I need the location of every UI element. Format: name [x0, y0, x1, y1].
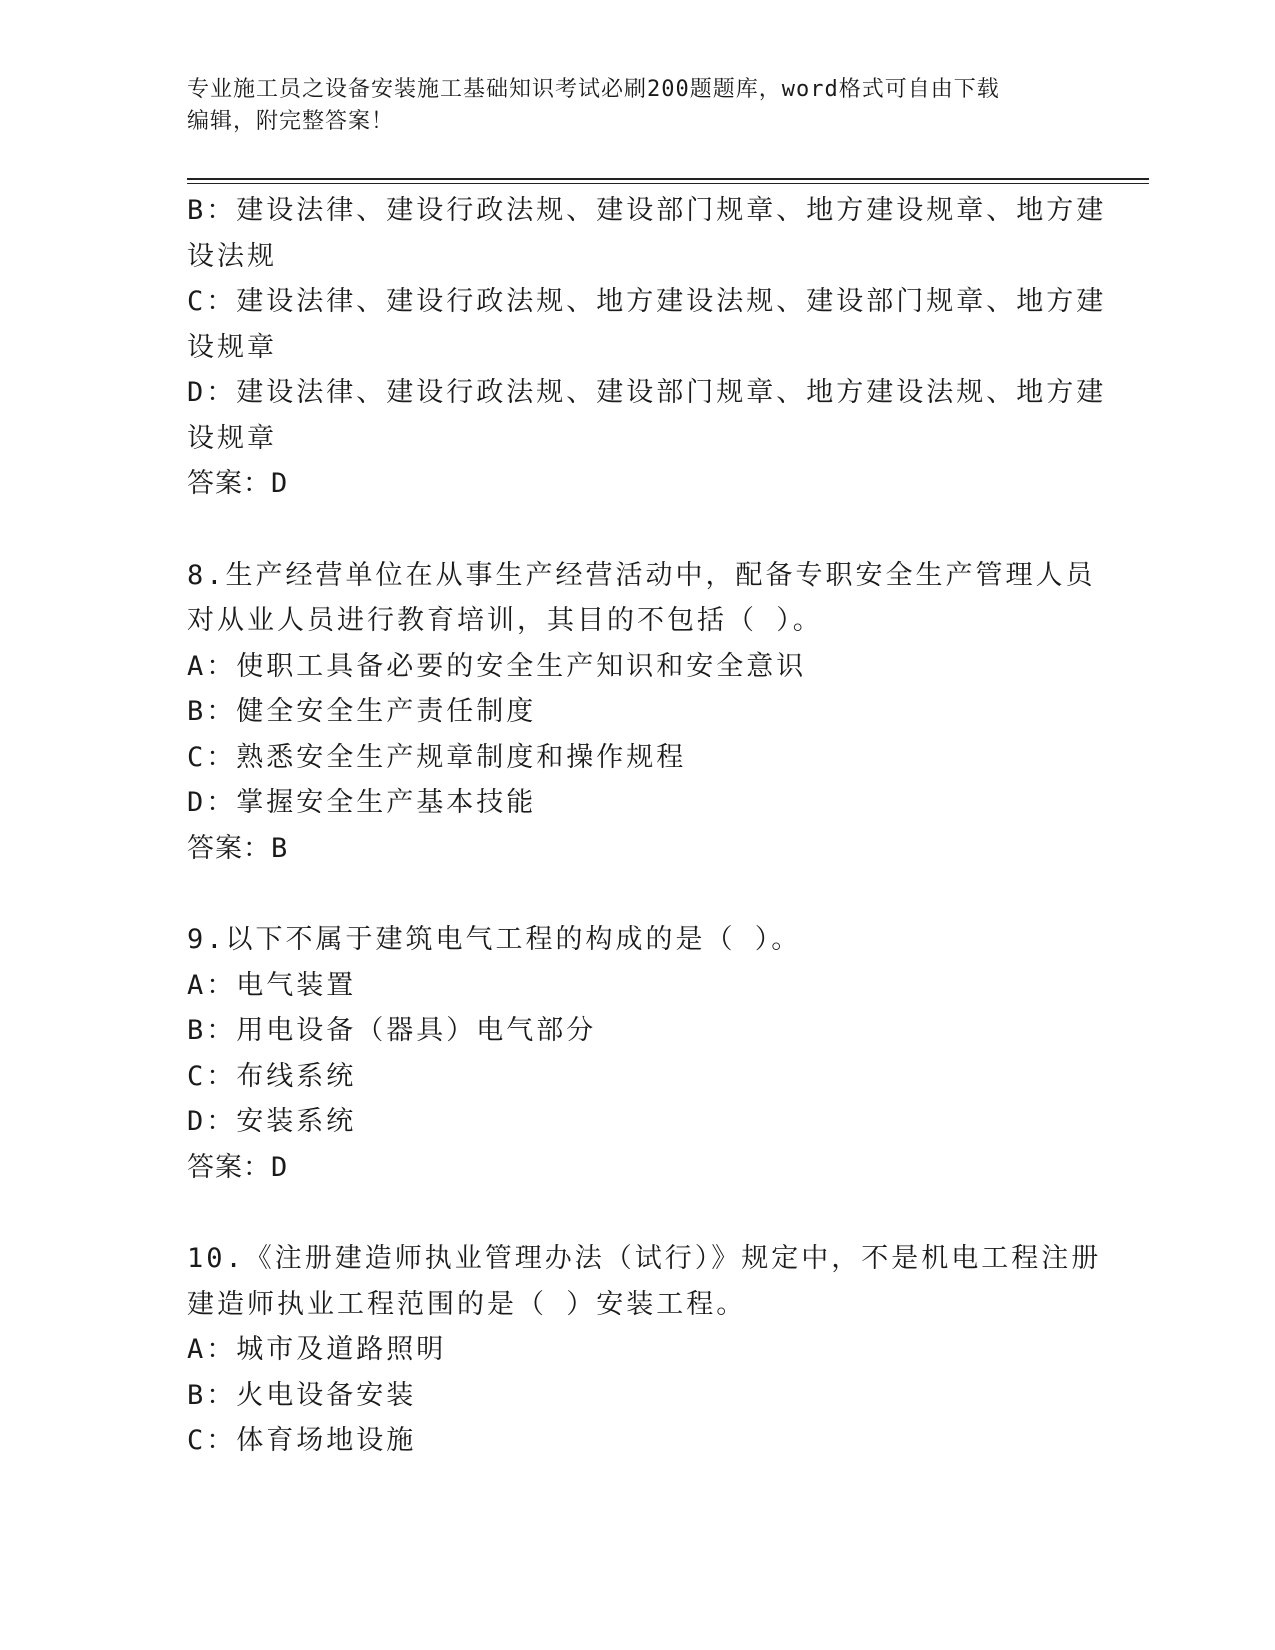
- question-stem-line-1: 10.《注册建造师执业管理办法（试行）》规定中，不是机电工程注册: [187, 1243, 1102, 1274]
- option-d: D：掌握安全生产基本技能: [187, 787, 537, 818]
- option-d-line-2: 设规章: [187, 422, 277, 454]
- option-c-line-2: 设规章: [187, 331, 277, 363]
- header-divider: [187, 178, 1149, 184]
- option-d-line-1: D：建设法律、建设行政法规、建设部门规章、地方建设法规、地方建: [187, 377, 1107, 408]
- spacer: [187, 871, 1087, 917]
- option-c: C：体育场地设施: [187, 1425, 417, 1456]
- document-header: [187, 74, 1067, 138]
- answer: 答案：D: [187, 1151, 289, 1183]
- option-b: B：用电设备（器具）电气部分: [187, 1015, 597, 1046]
- option-b-line-2: 设法规: [187, 240, 277, 272]
- option-a: A：使职工具备必要的安全生产知识和安全意识: [187, 650, 807, 682]
- option-c: C：熟悉安全生产规章制度和操作规程: [187, 741, 687, 773]
- question-9: [187, 917, 1087, 1190]
- option-d: D：安装系统: [187, 1106, 357, 1137]
- option-b: B：火电设备安装: [187, 1379, 417, 1411]
- question-8: [187, 553, 1096, 872]
- document-body: [187, 188, 1107, 1464]
- question-stem-line-1: 8.生产经营单位在从事生产经营活动中，配备专职安全生产管理人员: [187, 559, 1096, 591]
- answer: 答案：B: [187, 832, 289, 864]
- question-stem-line-2: 对从业人员进行教育培训，其目的不包括（ ）。: [187, 605, 823, 636]
- header-title-line-1: 专业施工员之设备安装施工基础知识考试必刷200题题库，word格式可自由下载: [187, 77, 1000, 102]
- spacer: [187, 1190, 1087, 1236]
- option-b: B：健全安全生产责任制度: [187, 696, 537, 727]
- question-stem-line-2: 建造师执业工程范围的是（ ）安装工程。: [187, 1288, 747, 1320]
- option-b-line-1: B：建设法律、建设行政法规、建设部门规章、地方建设规章、地方建: [187, 195, 1107, 226]
- option-a: A：城市及道路照明: [187, 1334, 447, 1365]
- spacer: [187, 507, 1087, 553]
- question-10: [187, 1236, 1102, 1464]
- question-stem: 9.以下不属于建筑电气工程的构成的是（ ）。: [187, 924, 802, 955]
- header-title-line-2: 编辑，附完整答案！: [187, 109, 395, 134]
- answer: 答案：D: [187, 468, 289, 499]
- option-c: C：布线系统: [187, 1060, 357, 1092]
- option-a: A：电气装置: [187, 969, 357, 1001]
- question-7: [187, 188, 1107, 507]
- option-c-line-1: C：建设法律、建设行政法规、地方建设法规、建设部门规章、地方建: [187, 286, 1107, 317]
